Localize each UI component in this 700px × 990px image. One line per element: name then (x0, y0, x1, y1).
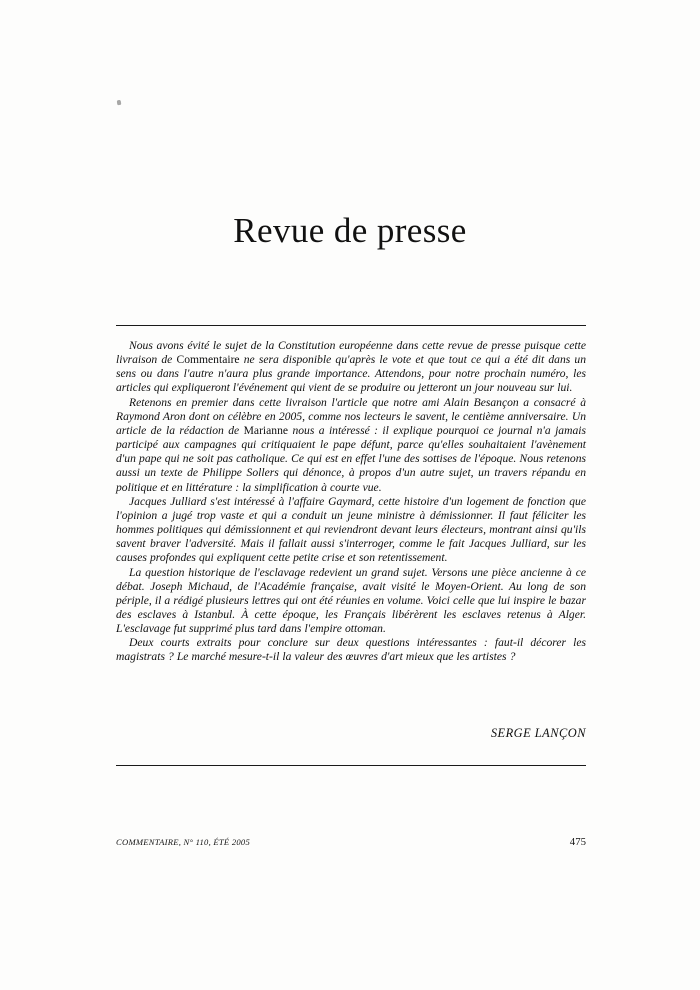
bottom-divider-rule (116, 765, 586, 766)
page-title: Revue de presse (233, 211, 467, 251)
top-divider-rule (116, 325, 586, 326)
author-signature: SERGE LANÇON (490, 726, 586, 740)
paragraph-2 (116, 396, 586, 495)
paragraph-1 (116, 339, 586, 396)
footer-journal-reference: COMMENTAIRE, N° 110, ÉTÉ 2005 (116, 837, 251, 847)
body-text-run: La question historique de l'esclavage redevient un grand sujet. Versons une pièce ancienne à ce débat. Joseph Michaud, de l'Académie française, avait visité le Moyen-Orient. Au long de son périple, il a rédigé plusieurs lettres qui ont été réunies en volume. Voici celle que lui inspire le bazar des esclaves à Istanbul. À cette époque, les Français libérèrent les esclaves retenus à Alger. L'esclavage fut supprimé plus tard dans l'empire ottoman. (116, 565, 586, 636)
body-text-run: ne sera disponible qu'après le vote et que tout ce qui a été dit dans un sens ou dans l'autre n'aura plus grande importance. Attendons, pour notre prochain numéro, les articles qui expliqueront l'événement qui vient de se produire ou jetteront un jour nouveau sur lui. (116, 353, 586, 395)
page-footer (116, 836, 586, 848)
footer-page-number: 475 (569, 836, 586, 848)
body-text-run: Retenons en premier dans cette livraison l'article que notre ami Alain Besançon a consacré à Raymond Aron dont on célèbre en 2005, comme nos lecteurs le savent, le centième anniversaire. Un article de la rédaction de (116, 395, 586, 437)
body-text-run: Nous avons évité le sujet de la Constitution européenne dans cette revue de presse puisque cette livraison de (116, 339, 586, 367)
journal-name-inline: Commentaire (176, 353, 240, 367)
journal-name-inline: Marianne (243, 423, 289, 437)
paragraph-3 (116, 495, 586, 566)
article-body (116, 339, 586, 665)
body-text-run: nous a intéressé : il explique pourquoi ce journal n'a jamais participé aux campagnes qui critiquaient le pape défunt, parce qu'elles souhaitaient l'avènement d'un pape qui ne soit pas catholique. Ce qui est en effet l'une des sottises de l'époque. Nous retenons aussi un texte de Philippe Sollers qui dénonce, à propos d'un autre sujet, un travers répandu en politique et en littérature : la simplification à courte vue. (116, 423, 587, 494)
body-text-run: Deux courts extraits pour conclure sur deux questions intéressantes : faut-il décorer les magistrats ? Le marché mesure-t-il la valeur des œuvres d'art mieux que les artistes ? (116, 636, 586, 664)
paragraph-4 (116, 566, 586, 637)
body-text-run: Jacques Julliard s'est intéressé à l'affaire Gaymard, cette histoire d'un logement de fonction que l'opinion a jugé trop vaste et qui a conduit un jeune ministre à démissionner. Il faut féliciter les hommes politiques qui démissionnent et qui reviendront devant leurs électeurs, montrant ainsi qu'ils savent braver l'adversité. Mais il fallait aussi s'interroger, comme le fait Jacques Julliard, sur les causes profondes qui expliquent cette petite crise et son retentissement. (116, 494, 586, 565)
scan-artifact-speck (117, 100, 122, 106)
paragraph-5 (116, 636, 586, 664)
